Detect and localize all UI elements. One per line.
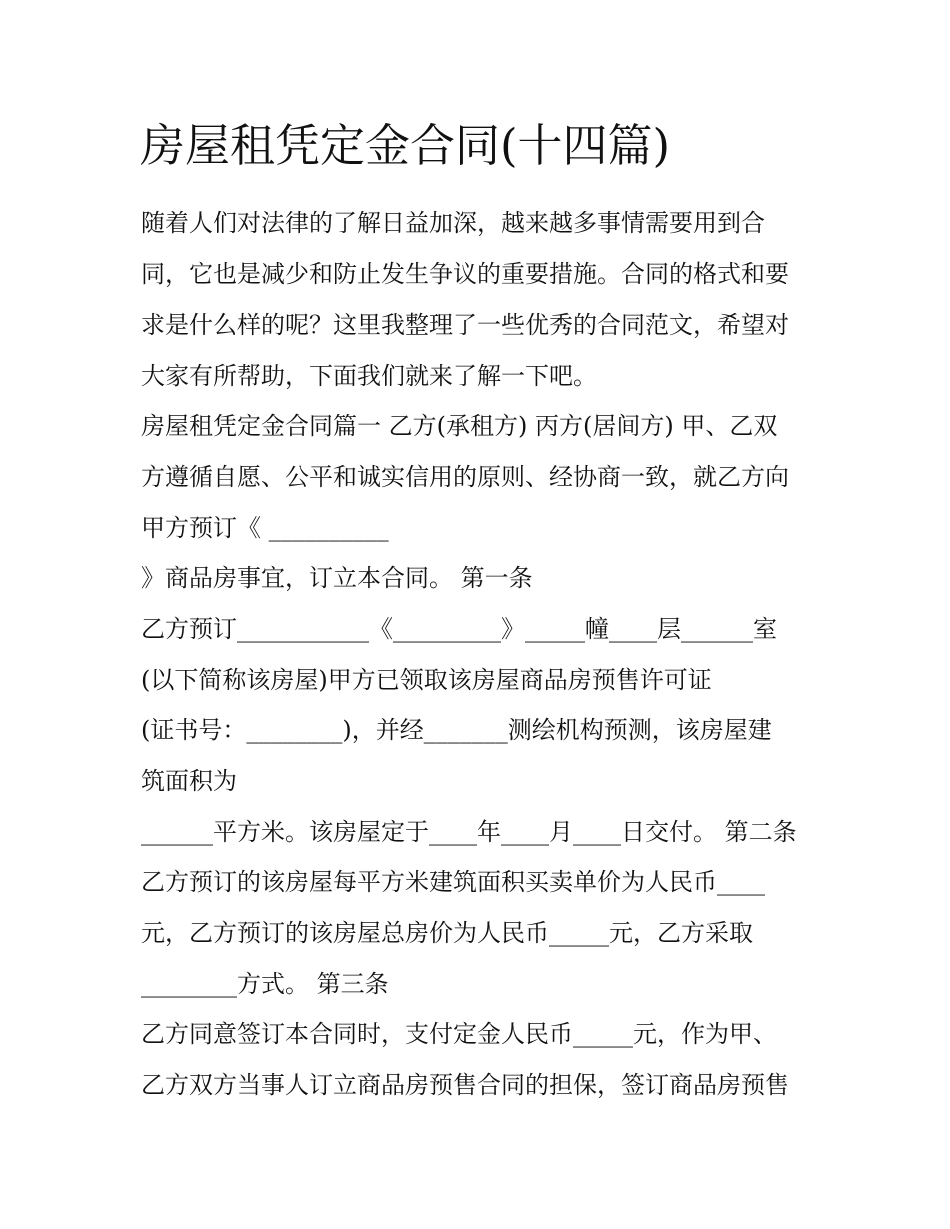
body-line: 方遵循自愿、公平和诚实信用的原则、经协商一致，就乙方向 xyxy=(141,463,789,491)
body-line: (证书号：________)，并经_______测绘机构预测，该房屋建 xyxy=(141,716,772,744)
body-line: (以下简称该房屋)甲方已领取该房屋商品房预售许可证 xyxy=(141,666,712,694)
body-line: 》商品房事宜，订立本合同。 第一条 xyxy=(141,564,533,592)
body-line: 乙方预订的该房屋每平方米建筑面积买卖单价为人民币____ xyxy=(141,868,765,896)
body-line: 大家有所帮助，下面我们就来了解一下吧。 xyxy=(141,362,597,390)
body-line: 乙方预订___________《_________》_____幢____层______室 xyxy=(141,615,777,643)
body-line: 乙方双方当事人订立商品房预售合同的担保，签订商品房预售 xyxy=(141,1071,789,1099)
body-line: 乙方同意签订本合同时，支付定金人民币_____元，作为甲、 xyxy=(141,1020,777,1048)
document-title: 房屋租凭定金合同(十四篇) xyxy=(140,119,671,172)
body-line: ______平方米。该房屋定于____年____月____日交付。 第二条 xyxy=(141,818,797,846)
body-line: 房屋租凭定金合同篇一 乙方(承租方) 丙方(居间方) 甲、乙双 xyxy=(141,412,778,440)
body-line: 随着人们对法律的了解日益加深，越来越多事情需要用到合 xyxy=(141,209,765,237)
body-line: 元，乙方预订的该房屋总房价为人民币_____元，乙方采取 xyxy=(141,919,753,947)
body-line: 甲方预订《 __________ xyxy=(141,514,389,542)
body-line: ________方式。 第三条 xyxy=(141,970,389,998)
body-line: 同，它也是减少和防止发生争议的重要措施。合同的格式和要 xyxy=(141,260,789,288)
body-line: 求是什么样的呢？这里我整理了一些优秀的合同范文，希望对 xyxy=(141,311,789,339)
body-line: 筑面积为 xyxy=(141,767,237,795)
